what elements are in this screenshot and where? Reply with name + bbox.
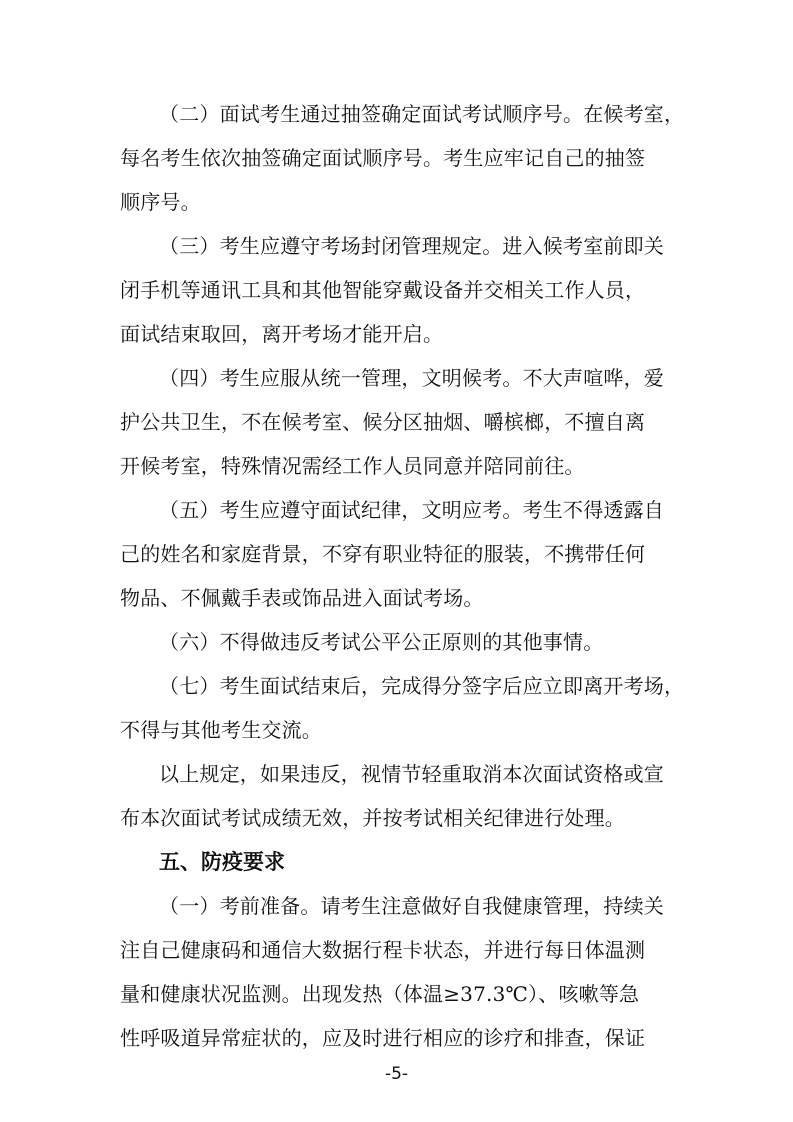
closing-paragraph-line-1: 以上规定，如果违反，视情节轻重取消本次面试资格或宣 — [159, 762, 664, 786]
section-paragraph-line-2: 注自己健康码和通信大数据行程卡状态，并进行每日体温测 — [120, 938, 646, 962]
closing-paragraph-line-2: 布本次面试考试成绩无效，并按考试相关纪律进行处理。 — [120, 806, 625, 830]
paragraph-5-line-2: 己的姓名和家庭背景，不穿有职业特征的服装，不携带任何 — [120, 542, 646, 566]
paragraph-7-line-2: 不得与其他考生交流。 — [120, 718, 322, 742]
section-heading: 五、防疫要求 — [159, 850, 285, 874]
section-paragraph-line-4: 性呼吸道异常症状的，应及时进行相应的诊疗和排查，保证 — [120, 1026, 646, 1050]
paragraph-7-line-1: （七）考生面试结束后，完成得分签字后应立即离开考场， — [159, 674, 685, 698]
paragraph-4-line-1: （四）考生应服从统一管理，文明候考。不大声喧哗，爱 — [159, 366, 664, 390]
section-paragraph-line-3: 量和健康状况监测。出现发热（体温≥37.3℃）、咳嗽等急 — [120, 982, 640, 1006]
paragraph-4-line-3: 开候考室，特殊情况需经工作人员同意并陪同前往。 — [120, 454, 585, 478]
paragraph-2-line-1: （二）面试考生通过抽签确定面试考试顺序号。在候考室， — [159, 102, 685, 126]
paragraph-6-line-1: （六）不得做违反考试公平公正原则的其他事情。 — [159, 630, 604, 654]
paragraph-3-line-3: 面试结束取回，离开考场才能开启。 — [120, 322, 444, 346]
section-paragraph-line-1: （一）考前准备。请考生注意做好自我健康管理，持续关 — [159, 894, 664, 918]
paragraph-5-line-3: 物品、不佩戴手表或饰品进入面试考场。 — [120, 586, 484, 610]
paragraph-2-line-3: 顺序号。 — [120, 190, 201, 214]
paragraph-3-line-2: 闭手机等通讯工具和其他智能穿戴设备并交相关工作人员， — [120, 278, 646, 302]
paragraph-4-line-2: 护公共卫生，不在候考室、候分区抽烟、嚼槟榔，不擅自离 — [120, 410, 646, 434]
page-number: -5- — [384, 1064, 409, 1084]
paragraph-3-line-1: （三）考生应遵守考场封闭管理规定。进入候考室前即关 — [159, 234, 664, 258]
paragraph-5-line-1: （五）考生应遵守面试纪律，文明应考。考生不得透露自 — [159, 498, 664, 522]
paragraph-2-line-2: 每名考生依次抽签确定面试顺序号。考生应牢记自己的抽签 — [120, 146, 646, 170]
